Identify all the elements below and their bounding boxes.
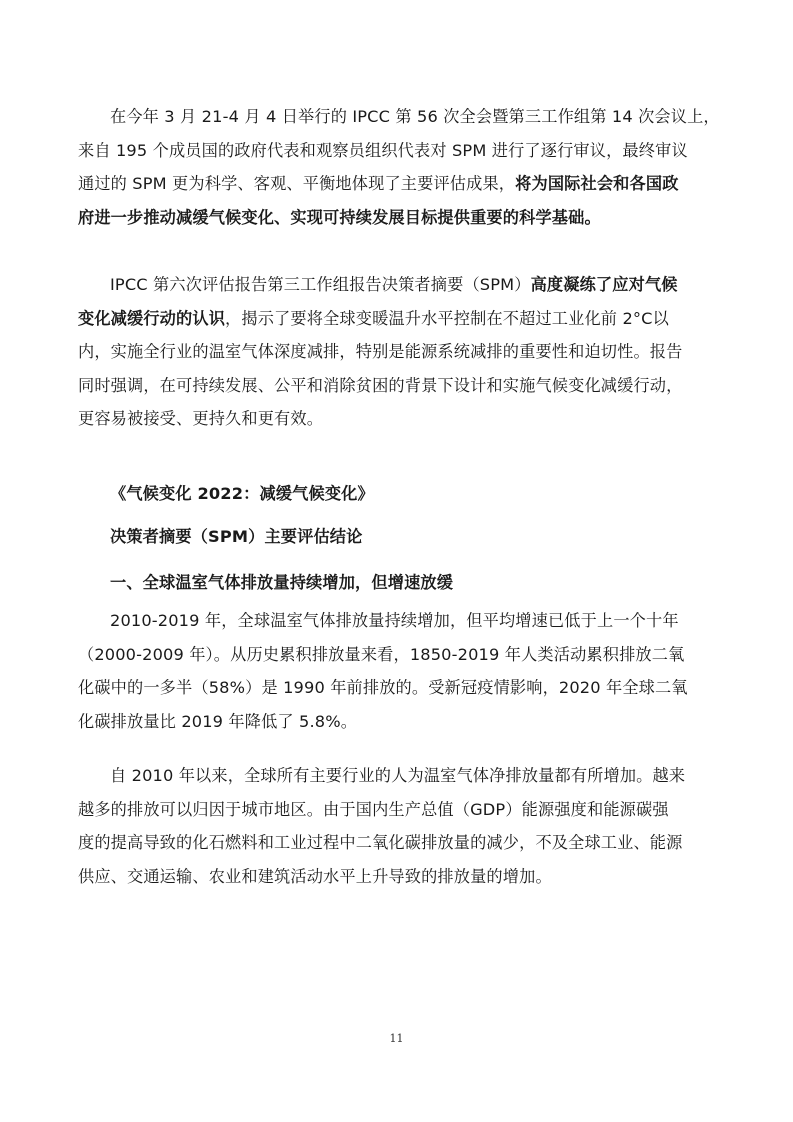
section-title — [78, 477, 724, 511]
section-heading: 一、全球温室气体排放量持续增加，但增速放缓 — [110, 573, 454, 592]
text-line: 越多的排放可以归因于城市地区。由于国内生产总值（GDP）能源强度和能源碳强 — [78, 799, 669, 819]
text-line: 内，实施全行业的温室气体深度减排，特别是能源系统减排的重要性和迫切性。报告 — [78, 342, 683, 361]
text-line — [78, 302, 724, 336]
text-line — [78, 167, 724, 201]
text-run: 通过的 SPM 更为科学、客观、平衡地体现了主要评估成果， — [78, 174, 516, 193]
section-subtitle — [78, 520, 724, 554]
text-line: 化碳中的一多半（58%）是 1990 年前排放的。受新冠疫情影响，2020 年全球二氧 — [78, 678, 688, 697]
heading-subtitle: 决策者摘要（SPM）主要评估结论 — [110, 527, 363, 546]
text-run: IPCC 第六次评估报告第三工作组报告决策者摘要（SPM） — [110, 275, 531, 294]
text-line: 供应、交通运输、农业和建筑活动水平上升导致的排放量的增加。 — [78, 866, 552, 886]
text-line: （2000-2009 年）。从历史累积排放量来看，1850-2019 年人类活动累积排放二氧 — [78, 644, 685, 664]
text-line: 自 2010 年以来，全球所有主要行业的人为温室气体净排放量都有所增加。越来 — [110, 766, 686, 785]
paragraph-spm-summary — [78, 268, 724, 436]
bold-text-run: 变化减缓行动的认识 — [78, 308, 226, 328]
text-line: 在今年 3 月 21-4 月 4 日举行的 IPCC 第 56 次全会暨第三工作组第 14 次会议上， — [110, 107, 720, 126]
text-line: 更容易被接受、更持久和更有效。 — [78, 409, 324, 428]
paragraph-emissions-trend — [78, 604, 724, 738]
paragraph-ipcc-session — [78, 100, 724, 234]
text-line: 度的提高导致的化石燃料和工业过程中二氧化碳排放量的减少，不及全球工业、能源 — [78, 833, 683, 852]
bold-text-run: 将为国际社会和各国政 — [515, 174, 679, 193]
text-line: 2010-2019 年，全球温室气体排放量持续增加，但平均增速已低于上一个十年 — [110, 611, 679, 630]
text-line — [78, 268, 724, 302]
bold-text-line: 府进一步推动减缓气候变化、实现可持续发展目标提供重要的科学基础。 — [78, 207, 601, 227]
text-line: 来自 195 个成员国的政府代表和观察员组织代表对 SPM 进行了逐行审议，最终审议 — [78, 140, 688, 160]
text-line: 同时强调，在可持续发展、公平和消除贫困的背景下设计和实施气候变化减缓行动， — [78, 375, 683, 395]
heading-title: 《气候变化 2022：减缓气候变化》 — [110, 484, 374, 503]
text-run: ，揭示了要将全球变暖温升水平控制在不超过工业化前 2°C以 — [225, 308, 669, 328]
bold-text-run: 高度凝练了应对气候 — [530, 275, 678, 294]
text-line: 化碳排放量比 2019 年降低了 5.8%。 — [78, 711, 358, 731]
page-number: 11 — [389, 1032, 404, 1045]
section1-heading — [78, 566, 724, 600]
paragraph-sector-emissions — [78, 759, 724, 893]
